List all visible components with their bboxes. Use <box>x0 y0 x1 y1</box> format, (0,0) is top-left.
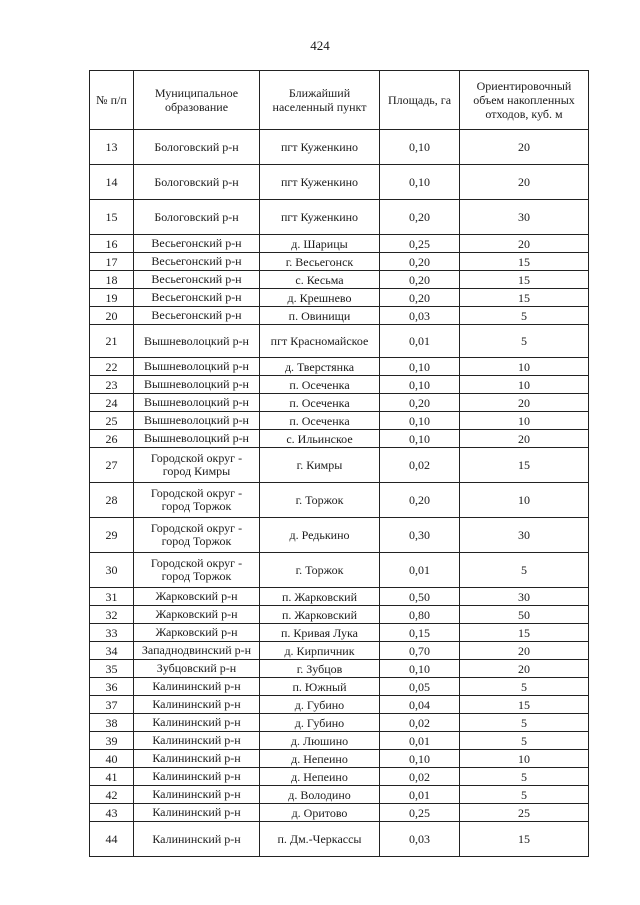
cell-area: 0,02 <box>380 448 460 483</box>
cell-area: 0,25 <box>380 235 460 253</box>
cell-volume: 20 <box>460 165 589 200</box>
cell-settlement: д. Непеино <box>260 750 380 768</box>
cell-municipality: Весьегонский р-н <box>134 253 260 271</box>
cell-volume: 15 <box>460 448 589 483</box>
cell-volume: 5 <box>460 786 589 804</box>
cell-municipality: Калининский р-н <box>134 732 260 750</box>
cell-settlement: п. Осеченка <box>260 412 380 430</box>
cell-area: 0,04 <box>380 696 460 714</box>
cell-settlement: п. Жарковский <box>260 588 380 606</box>
cell-area: 0,03 <box>380 307 460 325</box>
cell-number: 37 <box>90 696 134 714</box>
cell-volume: 20 <box>460 660 589 678</box>
cell-volume: 50 <box>460 606 589 624</box>
cell-settlement: д. Кирпичник <box>260 642 380 660</box>
cell-area: 0,10 <box>380 412 460 430</box>
cell-settlement: с. Ильинское <box>260 430 380 448</box>
header-nearest-settlement: Ближайший населенный пункт <box>260 71 380 130</box>
cell-volume: 10 <box>460 750 589 768</box>
cell-municipality: Жарковский р-н <box>134 606 260 624</box>
table-row <box>90 376 589 394</box>
cell-municipality: Калининский р-н <box>134 822 260 857</box>
header-municipality: Муниципальное образование <box>134 71 260 130</box>
cell-number: 32 <box>90 606 134 624</box>
cell-number: 41 <box>90 768 134 786</box>
cell-volume: 15 <box>460 696 589 714</box>
cell-volume: 5 <box>460 307 589 325</box>
cell-area: 0,01 <box>380 786 460 804</box>
cell-volume: 10 <box>460 376 589 394</box>
cell-area: 0,01 <box>380 553 460 588</box>
cell-volume: 5 <box>460 732 589 750</box>
table-row <box>90 750 589 768</box>
table-row <box>90 518 589 553</box>
cell-number: 21 <box>90 325 134 358</box>
table-row <box>90 732 589 750</box>
table-row <box>90 660 589 678</box>
cell-area: 0,20 <box>380 289 460 307</box>
cell-settlement: г. Зубцов <box>260 660 380 678</box>
cell-area: 0,20 <box>380 394 460 412</box>
cell-number: 40 <box>90 750 134 768</box>
cell-settlement: с. Кесьма <box>260 271 380 289</box>
table-row <box>90 358 589 376</box>
cell-municipality: Бологовский р-н <box>134 130 260 165</box>
table-row <box>90 696 589 714</box>
cell-area: 0,10 <box>380 358 460 376</box>
cell-municipality: Весьегонский р-н <box>134 235 260 253</box>
cell-area: 0,01 <box>380 732 460 750</box>
table-row <box>90 483 589 518</box>
cell-number: 14 <box>90 165 134 200</box>
cell-area: 0,03 <box>380 822 460 857</box>
cell-volume: 15 <box>460 822 589 857</box>
cell-volume: 15 <box>460 253 589 271</box>
cell-area: 0,10 <box>380 660 460 678</box>
cell-municipality: Вышневолоцкий р-н <box>134 430 260 448</box>
cell-settlement: п. Южный <box>260 678 380 696</box>
cell-area: 0,01 <box>380 325 460 358</box>
header-area: Площадь, га <box>380 71 460 130</box>
cell-volume: 30 <box>460 200 589 235</box>
cell-municipality: Весьегонский р-н <box>134 289 260 307</box>
cell-number: 36 <box>90 678 134 696</box>
table-row <box>90 678 589 696</box>
table-row <box>90 307 589 325</box>
cell-volume: 5 <box>460 714 589 732</box>
cell-municipality: Вышневолоцкий р-н <box>134 394 260 412</box>
cell-volume: 5 <box>460 553 589 588</box>
table-row <box>90 606 589 624</box>
cell-volume: 10 <box>460 412 589 430</box>
cell-volume: 5 <box>460 678 589 696</box>
cell-municipality: Вышневолоцкий р-н <box>134 358 260 376</box>
table-row <box>90 200 589 235</box>
cell-area: 0,10 <box>380 430 460 448</box>
table-row <box>90 253 589 271</box>
cell-municipality: Вышневолоцкий р-н <box>134 325 260 358</box>
cell-number: 16 <box>90 235 134 253</box>
cell-settlement: п. Жарковский <box>260 606 380 624</box>
cell-municipality: Калининский р-н <box>134 678 260 696</box>
cell-settlement: пгт Куженкино <box>260 165 380 200</box>
cell-settlement: г. Торжок <box>260 483 380 518</box>
cell-municipality: Весьегонский р-н <box>134 271 260 289</box>
cell-area: 0,05 <box>380 678 460 696</box>
cell-municipality: Зубцовский р-н <box>134 660 260 678</box>
table-row <box>90 624 589 642</box>
header-number: № п/п <box>90 71 134 130</box>
cell-municipality: Калининский р-н <box>134 768 260 786</box>
cell-volume: 30 <box>460 518 589 553</box>
cell-number: 13 <box>90 130 134 165</box>
cell-volume: 20 <box>460 642 589 660</box>
cell-number: 24 <box>90 394 134 412</box>
cell-municipality: Городской округ - город Торжок <box>134 553 260 588</box>
cell-settlement: п. Кривая Лука <box>260 624 380 642</box>
table-row <box>90 553 589 588</box>
cell-volume: 15 <box>460 289 589 307</box>
table-row <box>90 235 589 253</box>
cell-number: 19 <box>90 289 134 307</box>
cell-number: 27 <box>90 448 134 483</box>
cell-settlement: г. Кимры <box>260 448 380 483</box>
cell-volume: 30 <box>460 588 589 606</box>
cell-number: 29 <box>90 518 134 553</box>
cell-settlement: д. Губино <box>260 714 380 732</box>
table-row <box>90 714 589 732</box>
cell-area: 0,10 <box>380 376 460 394</box>
cell-volume: 5 <box>460 325 589 358</box>
cell-area: 0,02 <box>380 768 460 786</box>
cell-number: 38 <box>90 714 134 732</box>
cell-area: 0,10 <box>380 165 460 200</box>
cell-number: 15 <box>90 200 134 235</box>
cell-number: 43 <box>90 804 134 822</box>
cell-municipality: Городской округ - город Торжок <box>134 518 260 553</box>
cell-area: 0,15 <box>380 624 460 642</box>
cell-volume: 5 <box>460 768 589 786</box>
cell-area: 0,50 <box>380 588 460 606</box>
cell-settlement: д. Непеино <box>260 768 380 786</box>
cell-number: 30 <box>90 553 134 588</box>
cell-area: 0,80 <box>380 606 460 624</box>
cell-municipality: Бологовский р-н <box>134 200 260 235</box>
cell-volume: 20 <box>460 394 589 412</box>
cell-number: 44 <box>90 822 134 857</box>
cell-settlement: г. Весьегонск <box>260 253 380 271</box>
table-row <box>90 642 589 660</box>
cell-municipality: Калининский р-н <box>134 750 260 768</box>
cell-settlement: д. Тверстянка <box>260 358 380 376</box>
cell-municipality: Весьегонский р-н <box>134 307 260 325</box>
page-number: 424 <box>310 38 330 53</box>
cell-volume: 20 <box>460 235 589 253</box>
table-body <box>90 130 589 857</box>
cell-settlement: п. Осеченка <box>260 394 380 412</box>
table-row <box>90 394 589 412</box>
cell-settlement: д. Губино <box>260 696 380 714</box>
cell-volume: 20 <box>460 430 589 448</box>
table-row <box>90 325 589 358</box>
cell-settlement: д. Володино <box>260 786 380 804</box>
cell-number: 18 <box>90 271 134 289</box>
cell-area: 0,70 <box>380 642 460 660</box>
cell-volume: 10 <box>460 358 589 376</box>
cell-municipality: Калининский р-н <box>134 696 260 714</box>
cell-municipality: Калининский р-н <box>134 714 260 732</box>
table-row <box>90 768 589 786</box>
cell-municipality: Жарковский р-н <box>134 624 260 642</box>
table-row <box>90 448 589 483</box>
table-row <box>90 588 589 606</box>
table-header-row <box>90 71 589 130</box>
cell-municipality: Вышневолоцкий р-н <box>134 412 260 430</box>
cell-municipality: Вышневолоцкий р-н <box>134 376 260 394</box>
cell-settlement: д. Оритово <box>260 804 380 822</box>
cell-area: 0,30 <box>380 518 460 553</box>
waste-sites-table <box>89 70 589 857</box>
cell-number: 39 <box>90 732 134 750</box>
cell-volume: 15 <box>460 271 589 289</box>
cell-area: 0,20 <box>380 271 460 289</box>
cell-area: 0,10 <box>380 750 460 768</box>
cell-municipality: Городской округ - город Торжок <box>134 483 260 518</box>
cell-area: 0,20 <box>380 483 460 518</box>
table-row <box>90 412 589 430</box>
table-row <box>90 430 589 448</box>
table-row <box>90 289 589 307</box>
cell-volume: 20 <box>460 130 589 165</box>
cell-settlement: г. Торжок <box>260 553 380 588</box>
cell-number: 25 <box>90 412 134 430</box>
cell-area: 0,25 <box>380 804 460 822</box>
table-row <box>90 165 589 200</box>
cell-municipality: Калининский р-н <box>134 804 260 822</box>
cell-number: 22 <box>90 358 134 376</box>
table-row <box>90 804 589 822</box>
cell-settlement: пгт Куженкино <box>260 200 380 235</box>
table-row <box>90 822 589 857</box>
cell-settlement: пгт Куженкино <box>260 130 380 165</box>
cell-municipality: Западнодвинский р-н <box>134 642 260 660</box>
cell-number: 35 <box>90 660 134 678</box>
cell-area: 0,20 <box>380 200 460 235</box>
cell-number: 42 <box>90 786 134 804</box>
cell-settlement: д. Крешнево <box>260 289 380 307</box>
cell-settlement: д. Редькино <box>260 518 380 553</box>
cell-volume: 10 <box>460 483 589 518</box>
cell-settlement: пгт Красномайское <box>260 325 380 358</box>
cell-settlement: п. Дм.-Черкассы <box>260 822 380 857</box>
cell-municipality: Жарковский р-н <box>134 588 260 606</box>
table-row <box>90 786 589 804</box>
cell-settlement: д. Шарицы <box>260 235 380 253</box>
cell-number: 34 <box>90 642 134 660</box>
cell-number: 23 <box>90 376 134 394</box>
cell-volume: 25 <box>460 804 589 822</box>
cell-settlement: д. Люшино <box>260 732 380 750</box>
cell-number: 26 <box>90 430 134 448</box>
cell-area: 0,10 <box>380 130 460 165</box>
cell-municipality: Городской округ - город Кимры <box>134 448 260 483</box>
cell-area: 0,02 <box>380 714 460 732</box>
cell-number: 31 <box>90 588 134 606</box>
cell-municipality: Калининский р-н <box>134 786 260 804</box>
cell-area: 0,20 <box>380 253 460 271</box>
cell-settlement: п. Осеченка <box>260 376 380 394</box>
cell-municipality: Бологовский р-н <box>134 165 260 200</box>
header-waste-volume: Ориентировочный объем накопленных отходов, куб. м <box>460 71 589 130</box>
table-row <box>90 130 589 165</box>
cell-settlement: п. Овинищи <box>260 307 380 325</box>
cell-number: 20 <box>90 307 134 325</box>
table-row <box>90 271 589 289</box>
cell-number: 17 <box>90 253 134 271</box>
cell-number: 28 <box>90 483 134 518</box>
cell-volume: 15 <box>460 624 589 642</box>
cell-number: 33 <box>90 624 134 642</box>
